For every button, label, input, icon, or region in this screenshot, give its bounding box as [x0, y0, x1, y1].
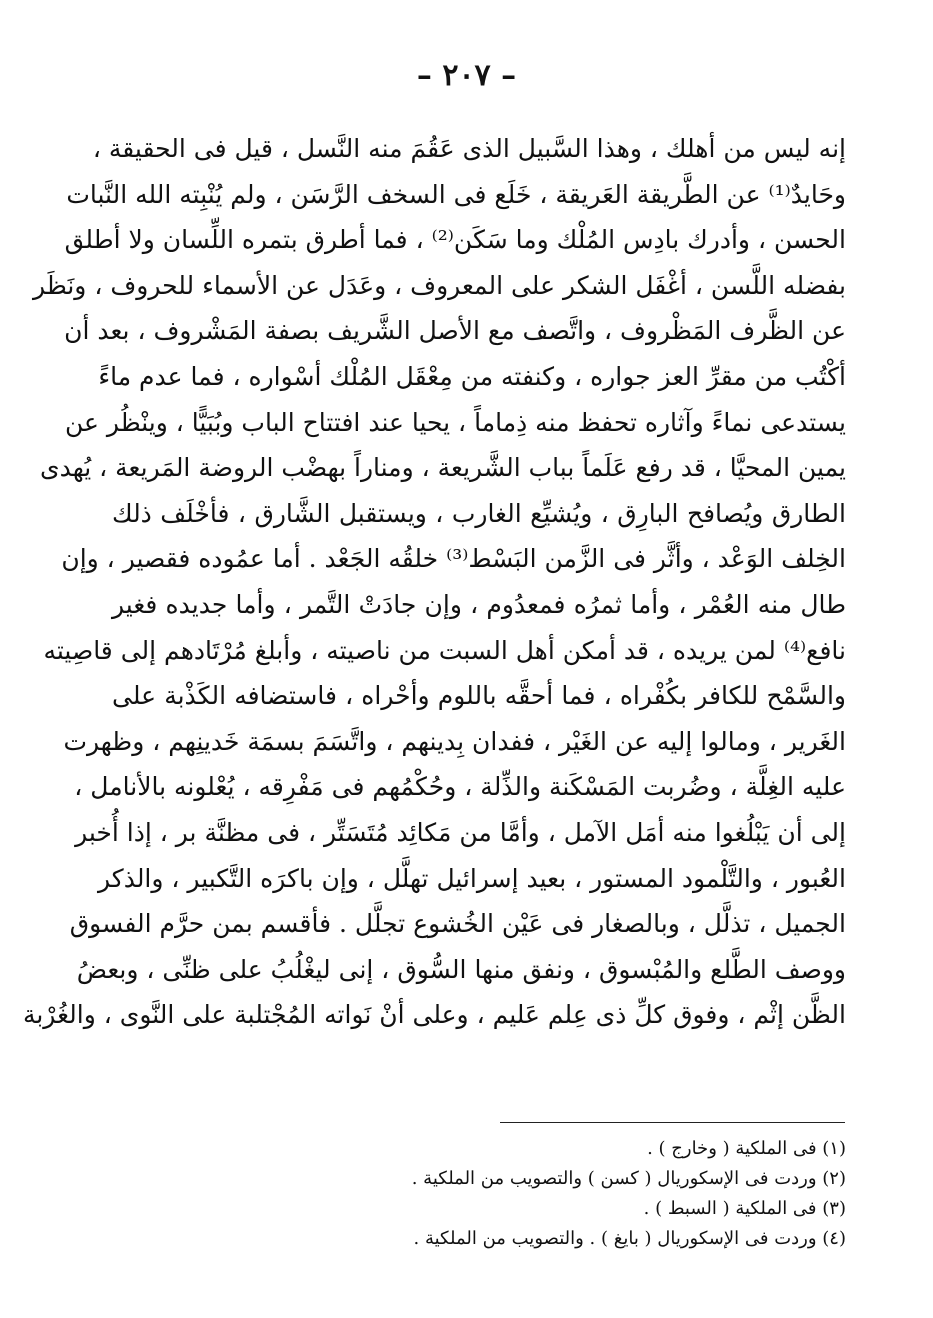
text-line: والسَّمْح للكافر بكُفْراه ، فما أحقَّه باللوم وأحْراه ، فاستضافه الكَذْبة على — [112, 681, 846, 711]
text-line: إلى أن يَبْلُغوا منه أمَل الآمل ، وأمَّا من مَكائِد مُتَسَتِّر ، فى مظنَّة بر ، إذا أُخبر — [75, 817, 846, 847]
text-line: أكْتُب من مقرِّ العز جواره ، وكنفته من مِعْقَل المُلْك أسْواره ، فما عدم ماءً — [98, 361, 846, 391]
footnotes — [112, 1134, 846, 1254]
footnote: (٤) وردت فى الإسكوريال ( بايغ ) . والتصويب من الملكية . — [413, 1228, 846, 1249]
text-line: الطارق ويُصافح البارِق ، ويُشيِّع الغارب ، ويستقبل الشَّارق ، فأخْلَف ذلك — [112, 498, 846, 528]
page-number: – ٢٠٧ – — [416, 58, 517, 93]
body-text — [22, 126, 846, 1038]
text-line: الظَّن إثْم ، وفوق كلِّ ذى عِلم عَليم ، وعلى أنْ نَواته المُجْتلبة على النَّوى ، والغُرْبة — [22, 1000, 846, 1030]
text-line: الغَرير ، ومالوا إليه عن الغَيْر ، ففدان بِدينهم ، واتَّسَمَ بسمَة خَدينِهم ، وظهرت — [63, 726, 846, 756]
text-line: ووصف الطَّلع والمُبْسوق ، ونفق منها السُّوق ، إنى ليغْلُبُ على ظنِّى ، وبعضُ — [76, 954, 846, 984]
text-line: العُبور ، والتَّلْمود المستور ، بعيد إسرائيل تهلَّل ، وإن باكرَه التَّكبير ، والذكر — [98, 863, 846, 893]
footnote: (١) فى الملكية ( وخارج ) . — [647, 1138, 846, 1159]
text-line: طال منه العُمْر ، وأما ثمرُه فمعدُوم ، وإن جادَتْ التَّمر ، وأما جديده فغير — [112, 589, 846, 619]
text-line: وحَايدٌ⁽¹⁾ عن الطَّريقة العَريقة ، خَلَع فى السخف الرَّسَن ، ولم يُنْبِته الله النَّبات — [66, 179, 846, 209]
text-line: إنه ليس من أهلك ، وهذا السَّبيل الذى عَقُمَ منه النَّسل ، قيل فى الحقيقة ، — [92, 134, 846, 163]
text-line: نافع⁽⁴⁾ لمن يريده ، قد أمكن أهل السبت من ناصيته ، وأبلغ مُرْتَادهم إلى قاصِيته — [43, 635, 846, 665]
footnote: (٢) وردت فى الإسكوريال ( كسن ) والتصويب من الملكية . — [411, 1168, 846, 1189]
text-line: عليه الغِلَّة ، وضُربت المَسْكَنة والذِّلة ، وحُكْمُهم فى مَفْرِقه ، يُعْلونه بالأنامل ، — [74, 772, 846, 802]
text-line: بفضله اللَّسن ، أغْفَل الشكر على المعروف ، وعَدَل عن الأسماء للحروف ، ونَظَر — [33, 270, 846, 300]
text-line: عن الظَّرف المَظْروف ، واتَّصف مع الأصل الشَّريف بصفة المَشْروف ، بعد أن — [64, 316, 846, 346]
text-line: يستدعى نماءً وآثاره تحفظ منه ذِماماً ، يحيا عند افتتاح الباب وبُبَيًّا ، وينْظُر عن — [65, 407, 846, 437]
text-line: يمين المحيَّا ، قد رفع عَلَماً بباب الشَّريعة ، ومناراً بهضْب الروضة المَريعة ، يُهدى — [40, 453, 846, 483]
footnote: (٣) فى الملكية ( السبط ) . — [643, 1198, 846, 1219]
text-line: الحسن ، وأدرك بادِس المُلْك وما سَكَن⁽²⁾ ، فما أطرق بتمره اللِّسان ولا أطلق — [64, 225, 846, 255]
text-line: الجميل ، تذلَّل ، وبالصغار فى عَيْن الخُشوع تجلَّل . فأقسم بمن حرَّم الفسوق — [69, 909, 846, 939]
footnote-divider — [500, 1122, 845, 1123]
text-line: الخِلف الوَعْد ، وأثَّر فى الزَّمن البَسْط⁽³⁾ خلقُه الجَعْد . أما عمُوده فقصير ، وإن — [61, 544, 846, 574]
